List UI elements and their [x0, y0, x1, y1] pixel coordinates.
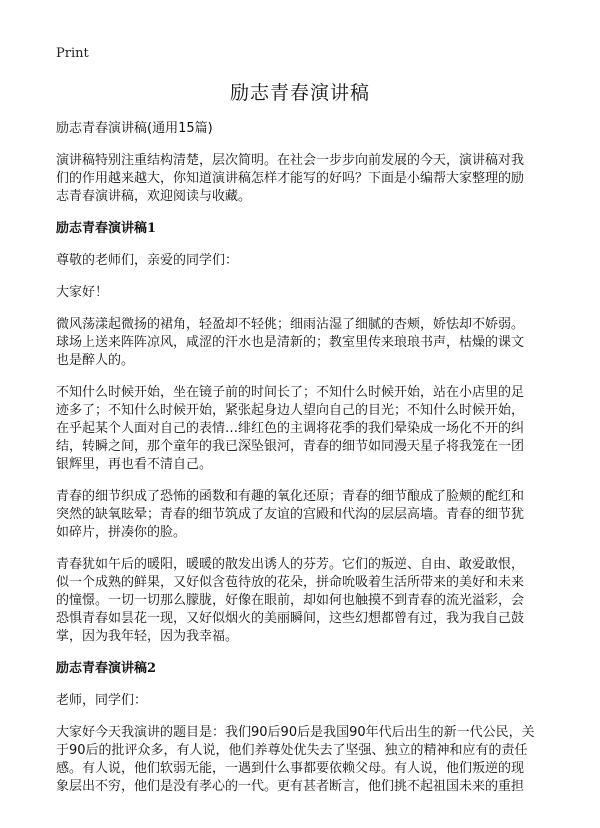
- text-line: 恐惧青春如昙花一现，又好似烟火的美丽瞬间，这些幻想都曾有过，我为我自己鼓: [56, 611, 525, 626]
- text-line: 们的作用越来越大，你知道演讲稿怎样才能写的好吗？下面是小编帮大家整理的励: [56, 171, 525, 186]
- text-line: 青春的细节织成了恐怖的函数和有趣的氧化还原；青春的细节酿成了脸颊的酡红和: [56, 489, 525, 504]
- text-line: 掌，因为我年轻，因为我幸福。: [56, 629, 239, 644]
- text-line: 演讲稿特别注重结构清楚，层次简明。在社会一步步向前发展的今天，演讲稿对我: [56, 153, 525, 168]
- intro-paragraph: [56, 152, 546, 206]
- text-line: 大家好今天我演讲的题目是：我们90后90后是我国90年代后出生的新一代公民，关: [56, 725, 535, 740]
- text-line: 老师，同学们：: [56, 693, 148, 708]
- text-line: 于90后的批评众多，有人说，他们养尊处优失去了坚强、独立的精神和应有的责任: [56, 743, 528, 758]
- text-line: 也是醉人的。: [56, 353, 135, 368]
- print-link[interactable]: Print: [56, 46, 89, 61]
- text-line: 象层出不穷，他们是没有孝心的一代。更有甚者断言，他们挑不起祖国未来的重担: [56, 779, 525, 794]
- subtitle: [56, 120, 546, 138]
- text-line: 不知什么时候开始，坐在镜子前的时间长了；不知什么时候开始，站在小店里的足: [56, 385, 525, 400]
- greeting-paragraph: [56, 252, 546, 270]
- body-paragraph: [56, 384, 546, 474]
- text-line: 结，转瞬之间，那个童年的我已深坠银河，青春的细节如同漫天星子将我笼在一团: [56, 439, 525, 454]
- body-paragraph: [56, 556, 546, 646]
- subtitle-text: 励志青春演讲稿(通用15篇): [56, 121, 213, 136]
- section-heading-1: 励志青春演讲稿1: [56, 221, 157, 236]
- document-body: [56, 120, 546, 810]
- section-heading-2: 励志青春演讲稿2: [56, 661, 157, 676]
- hello-paragraph: [56, 284, 546, 302]
- text-line: 球场上送来阵阵凉风，咸涩的汗水也是清新的；教室里传来琅琅书声，枯燥的课文: [56, 335, 525, 350]
- text-line: 青春犹如午后的暖阳，暖暖的散发出诱人的芬芳。它们的叛逆、自由、敢爱敢恨，: [56, 557, 525, 572]
- greeting-paragraph: [56, 692, 546, 710]
- text-line: 迹多了；不知什么时候开始，紧张起身边人望向自己的目光；不知什么时候开始，: [56, 403, 525, 418]
- text-line: 在乎起某个人面对自己的表情…绯红色的主调将花季的我们晕染成一场化不开的纠: [56, 421, 525, 436]
- text-line: 如碎片，拼凑你的脸。: [56, 525, 187, 540]
- body-paragraph: [56, 724, 546, 796]
- page-title: 励志青春演讲稿: [229, 82, 370, 104]
- text-line: 大家好！: [56, 285, 109, 300]
- body-paragraph: [56, 488, 546, 542]
- text-line: 微风荡漾起微扬的裙角，轻盈却不轻佻；细雨沾湿了细腻的杏颊，娇怯却不娇弱。: [56, 317, 525, 332]
- text-line: 感。有人说，他们软弱无能，一遇到什么事都要依赖父母。有人说，他们叛逆的现: [56, 761, 525, 776]
- text-line: 尊敬的老师们，亲爱的同学们：: [56, 253, 239, 268]
- text-line: 的憧憬。一切一切那么朦胧，好像在眼前，却如何也触摸不到青春的流光溢彩，会: [56, 593, 525, 608]
- text-line: 志青春演讲稿，欢迎阅读与收藏。: [56, 189, 252, 204]
- text-line: 似一个成熟的鲜果，又好似含苞待放的花朵，拼命吮吸着生活所带来的美好和未来: [56, 575, 525, 590]
- text-line: 银辉里，再也看不清自己。: [56, 457, 213, 472]
- text-line: 突然的缺氧眩晕；青春的细节筑成了友谊的宫殿和代沟的层层高墙。青春的细节犹: [56, 507, 525, 522]
- body-paragraph: [56, 316, 546, 370]
